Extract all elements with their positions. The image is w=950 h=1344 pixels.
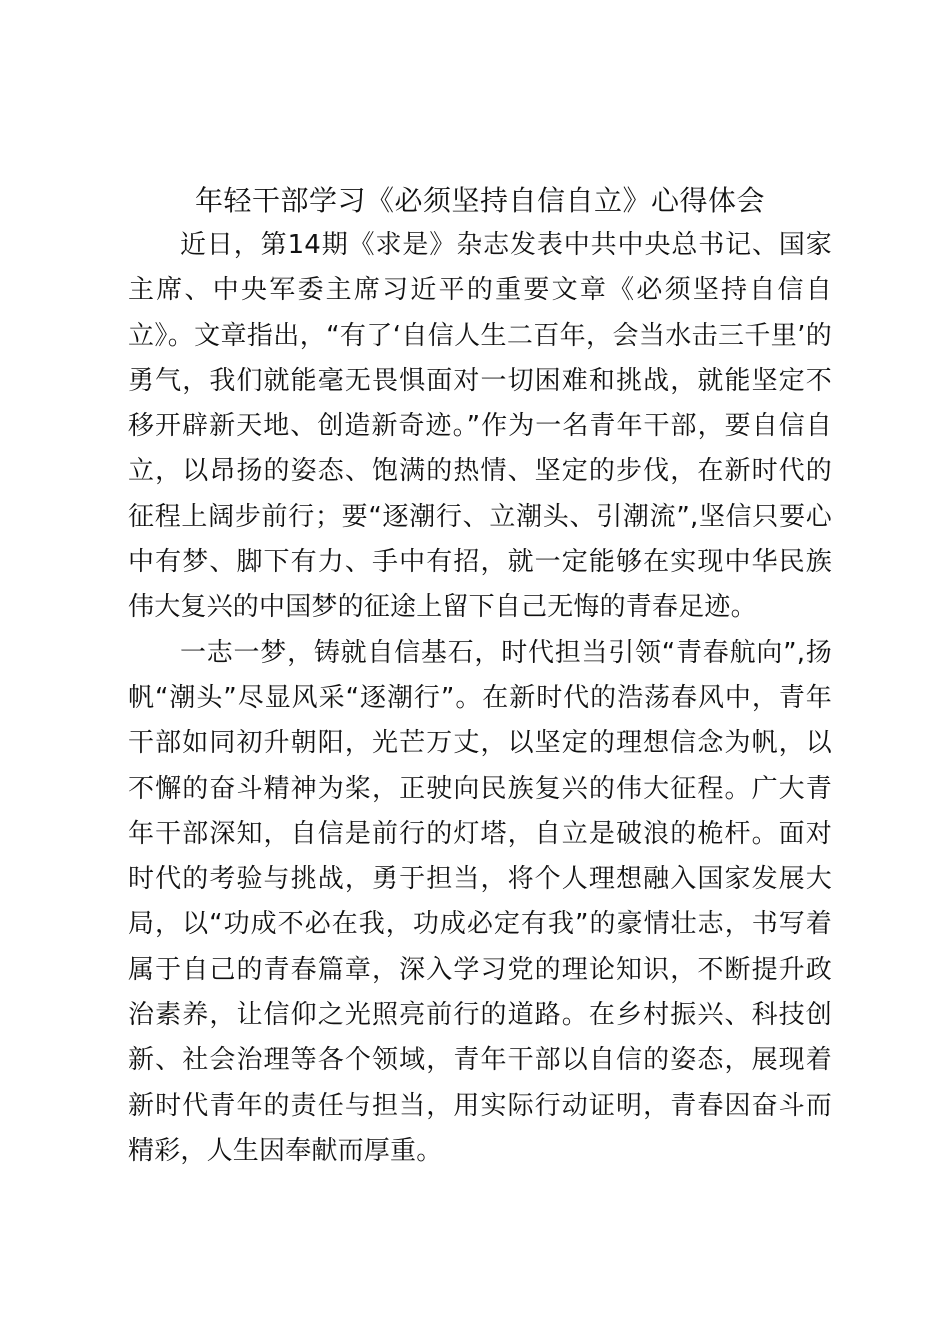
document-title: 年轻干部学习《必须坚持自信自立》心得体会 <box>194 184 765 217</box>
paragraph-2: 一志一梦，铸就自信基石，时代担当引领“青春航向”,扬帆“潮头”尽显风采“逐潮行”。在新时代的浩荡春风中，青年干部如同初升朝阳，光芒万丈，以坚定的理想信念为帆，以不懈的奋斗精神为桨，正驶向民族复兴的伟大征程。广大青年干部深知，自信是前行的灯塔，自立是破浪的桅杆。面对时代的考验与挑战，勇于担当，将个人理想融入国家发展大局，以“功成不必在我，功成必定有我”的豪情壮志，书写着属于自己的青春篇章，深入学习党的理论知识，不断提升政治素养，让信仰之光照亮前行的道路。在乡村振兴、科技创新、社会治理等各个领域，青年干部以自信的姿态，展现着新时代青年的责任与担当，用实际行动证明，青春因奋斗而精彩，人生因奉献而厚重。 <box>128 637 832 1166</box>
paragraph-1: 近日，第14期《求是》杂志发表中共中央总书记、国家主席、中央军委主席习近平的重要文章《必须坚持自信自立》。文章指出，“有了‘自信人生二百年，会当水击三千里’的勇气，我们就能毫无畏惧面对一切困难和挑战，就能坚定不移开辟新天地、创造新奇迹。”作为一名青年干部，要自信自立，以昂扬的姿态、饱满的热情、坚定的步伐，在新时代的征程上阔步前行；要“逐潮行、立潮头、引潮流”,坚信只要心中有梦、脚下有力、手中有招，就一定能够在实现中华民族伟大复兴的中国梦的征途上留下自己无悔的青春足迹。 <box>128 230 832 623</box>
